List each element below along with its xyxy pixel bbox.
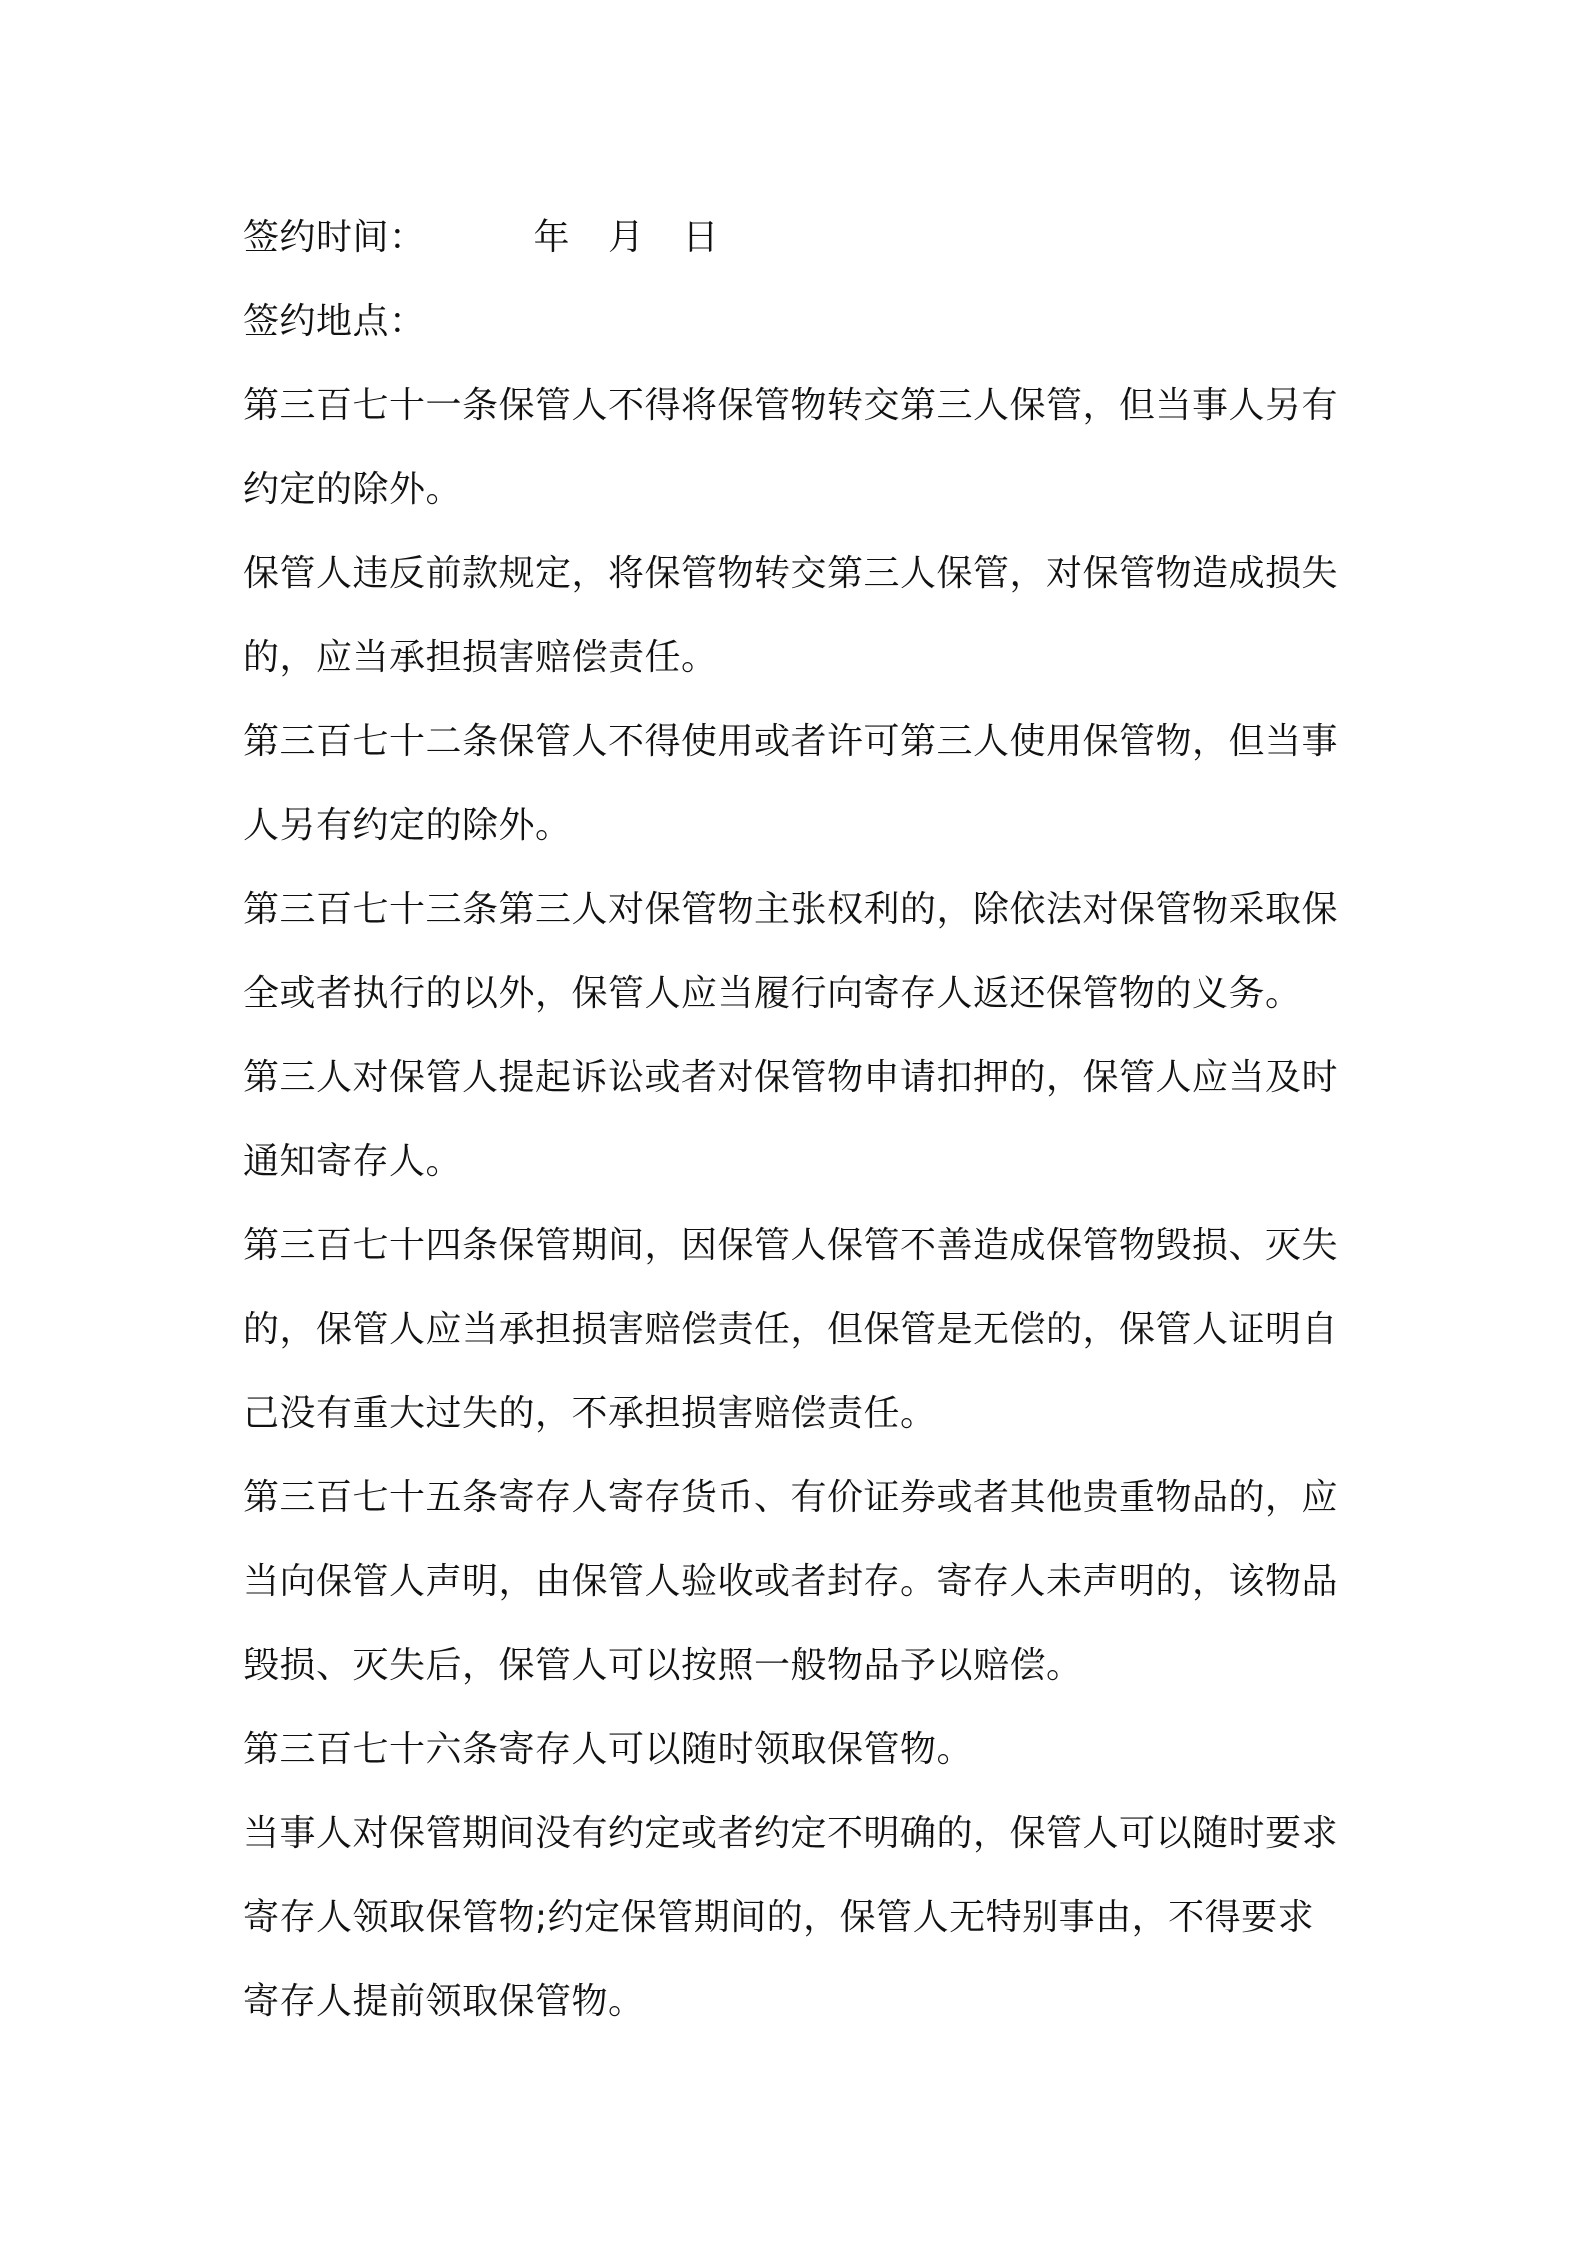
sign-place-line (243, 280, 1353, 364)
document-content (243, 196, 1353, 2044)
text-line: 第三百七十六条寄存人可以随时领取保管物。 (243, 1729, 974, 1770)
text-line: 寄存人领取保管物;约定保管期间的，保管人无特别事由，不得要求 (243, 1897, 1315, 1938)
year-label: 年 (533, 217, 571, 258)
text-line: 寄存人提前领取保管物。 (243, 1981, 645, 2022)
text-line: 约定的除外。 (243, 469, 463, 510)
text-line: 第三百七十一条保管人不得将保管物转交第三人保管，但当事人另有 (243, 385, 1339, 426)
month-label: 月 (608, 217, 645, 258)
text-line: 的，应当承担损害赔偿责任。 (243, 637, 718, 678)
text-line: 的，保管人应当承担损害赔偿责任，但保管是无偿的，保管人证明自 (243, 1309, 1339, 1350)
text-line: 己没有重大过失的，不承担损害赔偿责任。 (243, 1393, 937, 1434)
text-line: 保管人违反前款规定，将保管物转交第三人保管，对保管物造成损失 (243, 553, 1339, 594)
text-line: 第三人对保管人提起诉讼或者对保管物申请扣押的，保管人应当及时 (243, 1057, 1339, 1098)
text-line: 全或者执行的以外，保管人应当履行向寄存人返还保管物的义务。 (243, 973, 1302, 1014)
text-line: 毁损、灭失后，保管人可以按照一般物品予以赔偿。 (243, 1645, 1083, 1686)
text-line: 第三百七十四条保管期间，因保管人保管不善造成保管物毁损、灭失 (243, 1225, 1339, 1266)
text-line: 当事人对保管期间没有约定或者约定不明确的，保管人可以随时要求 (243, 1813, 1339, 1854)
text-line: 当向保管人声明，由保管人验收或者封存。寄存人未声明的，该物品 (243, 1561, 1339, 1602)
text-line: 通知寄存人。 (243, 1141, 463, 1182)
day-label: 日 (682, 217, 720, 258)
text-line: 人另有约定的除外。 (243, 805, 572, 846)
sign-place-label: 签约地点： (243, 301, 426, 342)
sign-time-label: 签约时间： (243, 217, 426, 258)
sign-time-line (243, 196, 1353, 280)
text-line: 第三百七十三条第三人对保管物主张权利的，除依法对保管物采取保 (243, 889, 1339, 930)
text-line: 第三百七十二条保管人不得使用或者许可第三人使用保管物，但当事 (243, 721, 1339, 762)
text-line: 第三百七十五条寄存人寄存货币、有价证券或者其他贵重物品的，应 (243, 1477, 1339, 1518)
